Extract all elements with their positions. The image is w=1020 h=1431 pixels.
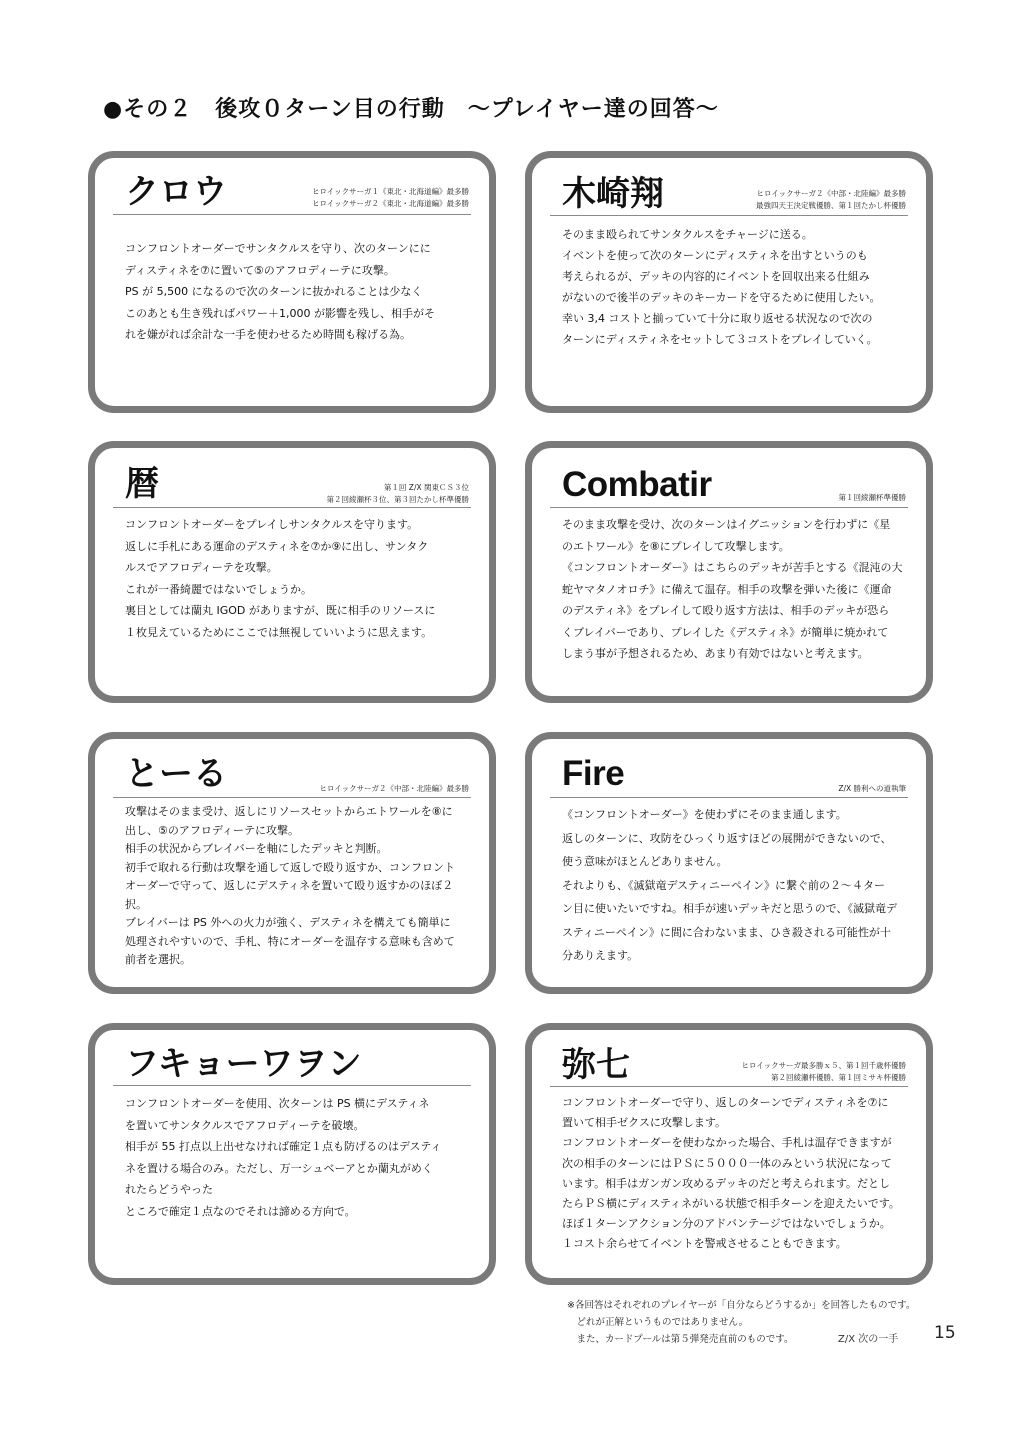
player-name: 木崎翔 <box>562 174 664 214</box>
footnote: ※各回答はそれぞれのプレイヤーが「自分ならどうするか」を回答したものです。 どれが正解というものではありません。 また、カードプールは第５弾発売直前のものです。 <box>567 1300 916 1345</box>
name-divider <box>550 215 908 216</box>
name-divider <box>113 507 471 508</box>
answer-text: 攻撃はそのまま受け、返しにリソースセットからエトワールを⑧に 出し、⑤のアフロディーテに攻撃。 相手の状況からブレイバーを軸にしたデッキと判断。 初手で取れる行動は攻撃を通して返しで殴り返すか、コンフロント オーダーで守って、返しにデスティネを置いて殴り返すかのほぼ２ 択。 ブレイバーは PS 外への火力が強く、デスティネを構えても簡単に 処理されやすいので、手札、特にオーダーを温存する意味も含めて 前者を選択。 <box>125 805 455 966</box>
player-titles: 第１回綾瀬杯準優勝 <box>838 493 906 502</box>
player-name: とーる <box>125 754 227 794</box>
answer-text: コンフロントオーダーで守り、返しのターンでディスティネを⑦に 置いて相手ゼクスに攻撃します。 コンフロントオーダーを使わなかった場合、手札は温存できますが 次の相手のターンにはＰＳに５０００一体のみという状況になって います。相手はガンガン攻めるデッキのだと考えられます。だとし たらＰＳ横にディスティネがいる状態で相手ターンを迎えたいです。 ほぼ１ターンアクション分のアドバンテージではないでしょうか。 １コスト余らせてイベントを警戒させることもできます。 <box>562 1096 900 1251</box>
player-titles: ヒロイックサーガ最多勝ｘ５、第１回千歳杯優勝 第２回綾瀬杯優勝、第１回ミサキ杯優勝 <box>741 1061 906 1082</box>
answer-text: そのまま殴られてサンタクルスをチャージに送る。 イベントを使って次のターンにディスティネを出すというのも 考えられるが、デッキの内容的にイベントを回収出来る仕組み がないので後半のデッキのキーカードを守るために使用したい。 幸い 3,4 コストと揃っていて十分に取り返せる状況なので次の ターンにディスティネをセットして３コストをプレイしていく。 <box>562 228 881 346</box>
player-card-fukyowawon <box>88 1023 496 1285</box>
name-divider <box>113 797 471 798</box>
page-number: 15 <box>934 1323 956 1343</box>
player-titles: ヒロイックサーガ２《中部・北陸編》最多勝 最強四天王決定戦優勝、第１回たかし杯優勝 <box>756 189 906 210</box>
player-name: フキョーワヲン <box>125 1044 362 1084</box>
player-card-yashichi <box>525 1023 933 1285</box>
answer-text: そのまま攻撃を受け、次のターンはイグニッションを行わずに《星 のエトワール》を⑧にプレイして攻撃します。 《コンフロントオーダー》はこちらのデッキが苦手とする《混沌の大 蛇ヤマタノオロチ》に備えて温存。相手の攻撃を弾いた後に《運命 のデスティネ》をプレイして殴り返す方法は、相手のデッキが恐ら くブレイバーであり、プレイした《デスティネ》が簡単に焼かれて しまう事が予想されるため、あまり有効ではないと考えます。 <box>562 518 903 660</box>
answer-text: 《コンフロントオーダー》を使わずにそのまま通します。 返しのターンに、攻防をひっくり返すほどの展開ができないので、 使う意味がほとんどありません。 それよりも、《滅獄竜デスティニーペイン》に繋ぐ前の２～４ター ン目に使いたいですね。相手が速いデッキだと思うので、《滅獄竜デ スティニーペイン》に間に合わないまま、ひき殺される可能性が十 分ありえます。 <box>562 808 898 962</box>
player-name: クロウ <box>125 172 227 212</box>
name-divider <box>113 1085 471 1086</box>
player-card-koyomi <box>88 441 496 703</box>
player-name: 暦 <box>125 464 159 504</box>
player-titles: Z/X 勝利への道執筆 <box>838 784 906 793</box>
name-divider <box>550 797 908 798</box>
player-card-combatir <box>525 441 933 703</box>
footer-label: Z/X 次の一手 <box>838 1334 899 1345</box>
player-name: Fire <box>562 754 625 793</box>
name-divider <box>550 1086 908 1087</box>
answer-text: コンフロントオーダーをプレイしサンタクルスを守ります。 返しに手札にある運命のデスティネを⑦か⑨に出し、サンタク ルスでアフロディーテを攻撃。 これが一番綺麗ではないでしょうか。 裏目としては蘭丸 IGOD がありますが、既に相手のリソースに １枚見えているためにここでは無視していいように思えます。 <box>125 518 436 639</box>
answer-text: コンフロントオーダーでサンタクルスを守り、次のターンにに ディスティネを⑦に置いて⑤のアフロディーテに攻撃。 PS が 5,500 になるので次のターンに抜かれることは少なく このあとも生き残ればパワー＋1,000 が影響を残し、相手がそ れを嫌がれば余計な一手を使わせるため時間も稼げる為。 <box>125 242 435 341</box>
page-heading: ●その２ 後攻０ターン目の行動 ～プレイヤー達の回答～ <box>103 97 719 122</box>
name-divider <box>550 507 908 508</box>
answer-text: コンフロントオーダーを使用、次ターンは PS 横にデスティネ を置いてサンタクルスでアフロディーテを破壊。 相手が 55 打点以上出せなければ確定１点も防げるのはデスティ ネを置ける場合のみ。ただし、万一シュベーアとか蘭丸がめく れたらどうやった ところで確定１点なのでそれは諦める方向で。 <box>125 1097 442 1218</box>
player-card-kizaki-sho <box>525 151 933 413</box>
player-card-tooru <box>88 732 496 994</box>
name-divider <box>113 214 471 215</box>
player-card-fire <box>525 732 933 994</box>
player-name: Combatir <box>562 465 712 504</box>
player-titles: 第１回 Z/X 関東ＣＳ３位 第２回綾瀬杯３位、第３回たかし杯準優勝 <box>326 483 469 504</box>
player-titles: ヒロイックサーガ１《東北・北海道編》最多勝 ヒロイックサーガ２《東北・北海道編》最多勝 <box>312 187 469 208</box>
player-titles: ヒロイックサーガ２《中部・北陸編》最多勝 <box>319 784 469 793</box>
player-name: 弥七 <box>562 1045 630 1085</box>
player-card-kurou <box>88 151 496 413</box>
